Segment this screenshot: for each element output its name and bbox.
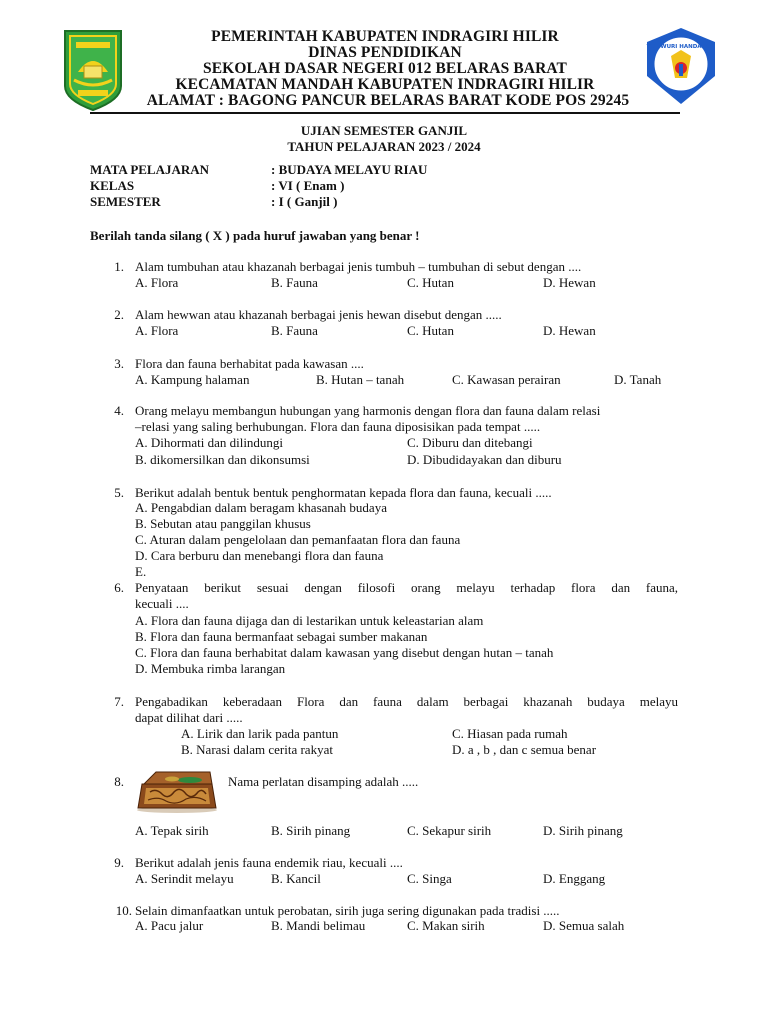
option-b[interactable]: B. Sirih pinang: [271, 823, 351, 838]
exam-year: TAHUN PELAJARAN 2023 / 2024: [287, 139, 481, 154]
option-a[interactable]: A. Tepak sirih: [135, 823, 209, 838]
option-a[interactable]: A. Lirik dan larik pada pantun: [181, 726, 339, 741]
option-e[interactable]: E.: [135, 564, 147, 579]
option-c[interactable]: C. Sekapur sirih: [407, 823, 492, 838]
regency-logo: [62, 28, 124, 112]
header-line-3: SEKOLAH DASAR NEGERI 012 BELARAS BARAT: [203, 60, 567, 77]
option-d[interactable]: D. Sirih pinang: [543, 823, 623, 838]
option-c[interactable]: C. Hutan: [407, 275, 454, 290]
header-line-1: PEMERINTAH KABUPATEN INDRAGIRI HILIR: [211, 28, 559, 45]
option-c[interactable]: C. Aturan dalam pengelolaan dan pemanfaatan flora dan fauna: [135, 532, 461, 547]
question-text-line-1: Orang melayu membangun hubungan yang harmonis dengan flora dan fauna dalam relasi: [135, 403, 601, 418]
option-b[interactable]: B. Flora dan fauna bermanfaat sebagai sumber makanan: [135, 629, 428, 644]
question-number: 3.: [114, 356, 124, 371]
question-number: 1.: [114, 259, 124, 274]
header-divider: [90, 112, 680, 114]
question-number: 8.: [114, 774, 124, 789]
question-text: Berikut adalah bentuk bentuk penghormatan kepada flora dan fauna, kecuali .....: [135, 485, 552, 500]
option-c[interactable]: C. Hutan: [407, 323, 454, 338]
option-c[interactable]: C. Makan sirih: [407, 918, 485, 933]
option-b[interactable]: B. Fauna: [271, 323, 318, 338]
option-c[interactable]: C. Singa: [407, 871, 452, 886]
question-number: 5.: [114, 485, 124, 500]
option-a[interactable]: A. Flora dan fauna dijaga dan di lestarikan untuk keleastarian alam: [135, 613, 484, 628]
question-text-line-1-content: Penyataan berikut sesuai dengan filosofi orang melayu terhadap flora dan fauna,: [135, 580, 678, 595]
logo-motto: TUT WURI HANDAYANI: [646, 44, 716, 50]
question-number: 4.: [114, 403, 124, 418]
question-text: Nama perlatan disamping adalah .....: [228, 774, 419, 789]
option-b[interactable]: B. Mandi belimau: [271, 918, 366, 933]
option-d[interactable]: D. Hewan: [543, 323, 596, 338]
meta-label-class: KELAS: [90, 178, 135, 193]
option-d[interactable]: D. Semua salah: [543, 918, 625, 933]
option-a[interactable]: A. Pengabdian dalam beragam khasanah budaya: [135, 500, 387, 515]
option-a[interactable]: A. Pacu jalur: [135, 918, 204, 933]
header-line-4: KECAMATAN MANDAH KABUPATEN INDRAGIRI HILIR: [175, 76, 595, 93]
option-a[interactable]: A. Kampung halaman: [135, 372, 250, 387]
meta-label-semester: SEMESTER: [90, 194, 161, 209]
option-d[interactable]: D. Enggang: [543, 871, 606, 886]
question-number: 9.: [114, 855, 124, 870]
option-b[interactable]: B. Sebutan atau panggilan khusus: [135, 516, 311, 531]
exam-instruction: Berilah tanda silang ( X ) pada huruf jawaban yang benar !: [90, 228, 420, 243]
option-a[interactable]: A. Dihormati dan dilindungi: [135, 435, 284, 450]
option-c[interactable]: C. Kawasan perairan: [452, 372, 561, 387]
question-text-line-2: kecuali ....: [135, 596, 189, 611]
question-text-line-2: –relasi yang saling berhubungan. Flora dan fauna diposisikan pada tempat .....: [135, 419, 541, 434]
question-text-line-1: [135, 580, 678, 596]
option-b[interactable]: B. Kancil: [271, 871, 321, 886]
option-c[interactable]: C. Flora dan fauna berhabitat dalam kawasan yang disebut dengan hutan – tanah: [135, 645, 554, 660]
question-text: Selain dimanfaatkan untuk perobatan, sirih juga sering digunakan pada tradisi .....: [135, 903, 560, 918]
exam-title: UJIAN SEMESTER GANJIL: [300, 123, 468, 138]
option-d[interactable]: D. Tanah: [614, 372, 662, 387]
option-a[interactable]: A. Flora: [135, 275, 179, 290]
question-text: Alam hewwan atau khazanah berbagai jenis hewan disebut dengan .....: [135, 307, 502, 322]
question-number: 2.: [114, 307, 124, 322]
meta-value-subject: : BUDAYA MELAYU RIAU: [271, 162, 428, 177]
option-a[interactable]: A. Serindit melayu: [135, 871, 234, 886]
tepak-sirih-image: [132, 768, 222, 814]
option-b[interactable]: B. Fauna: [271, 275, 318, 290]
option-b[interactable]: B. Hutan – tanah: [316, 372, 405, 387]
meta-value-class: : VI ( Enam ): [271, 178, 345, 193]
question-text: Berikut adalah jenis fauna endemik riau, kecuali ....: [135, 855, 403, 870]
question-text: Flora dan fauna berhabitat pada kawasan ....: [135, 356, 364, 371]
option-b[interactable]: B. dikomersilkan dan dikonsumsi: [135, 452, 310, 467]
header-line-2: DINAS PENDIDIKAN: [308, 44, 462, 61]
meta-label-subject: MATA PELAJARAN: [90, 162, 210, 177]
option-b[interactable]: B. Narasi dalam cerita rakyat: [181, 742, 333, 757]
option-a[interactable]: A. Flora: [135, 323, 179, 338]
option-d[interactable]: D. Hewan: [543, 275, 596, 290]
header-line-5: ALAMAT : BAGONG PANCUR BELARAS BARAT KODE POS 29245: [146, 92, 630, 109]
question-text-line-2: dapat dilihat dari .....: [135, 710, 243, 725]
tut-wuri-handayani-logo: [642, 26, 720, 106]
option-c[interactable]: C. Diburu dan ditebangi: [407, 435, 533, 450]
question-number: 6.: [114, 580, 124, 595]
question-number: 7.: [114, 694, 124, 709]
option-d[interactable]: D. Dibudidayakan dan diburu: [407, 452, 562, 467]
option-d[interactable]: D. Cara berburu dan menebangi flora dan fauna: [135, 548, 384, 563]
meta-value-semester: : I ( Ganjil ): [271, 194, 338, 209]
question-text-line-1: [135, 694, 678, 710]
option-d[interactable]: D. Membuka rimba larangan: [135, 661, 286, 676]
option-d[interactable]: D. a , b , dan c semua benar: [452, 742, 597, 757]
question-text-line-1-content: Pengabadikan keberadaan Flora dan fauna dalam berbagai khazanah budaya melayu: [135, 694, 678, 709]
option-c[interactable]: C. Hiasan pada rumah: [452, 726, 568, 741]
question-text: Alam tumbuhan atau khazanah berbagai jenis tumbuh – tumbuhan di sebut dengan ....: [135, 259, 582, 274]
question-number: 10.: [115, 903, 132, 918]
